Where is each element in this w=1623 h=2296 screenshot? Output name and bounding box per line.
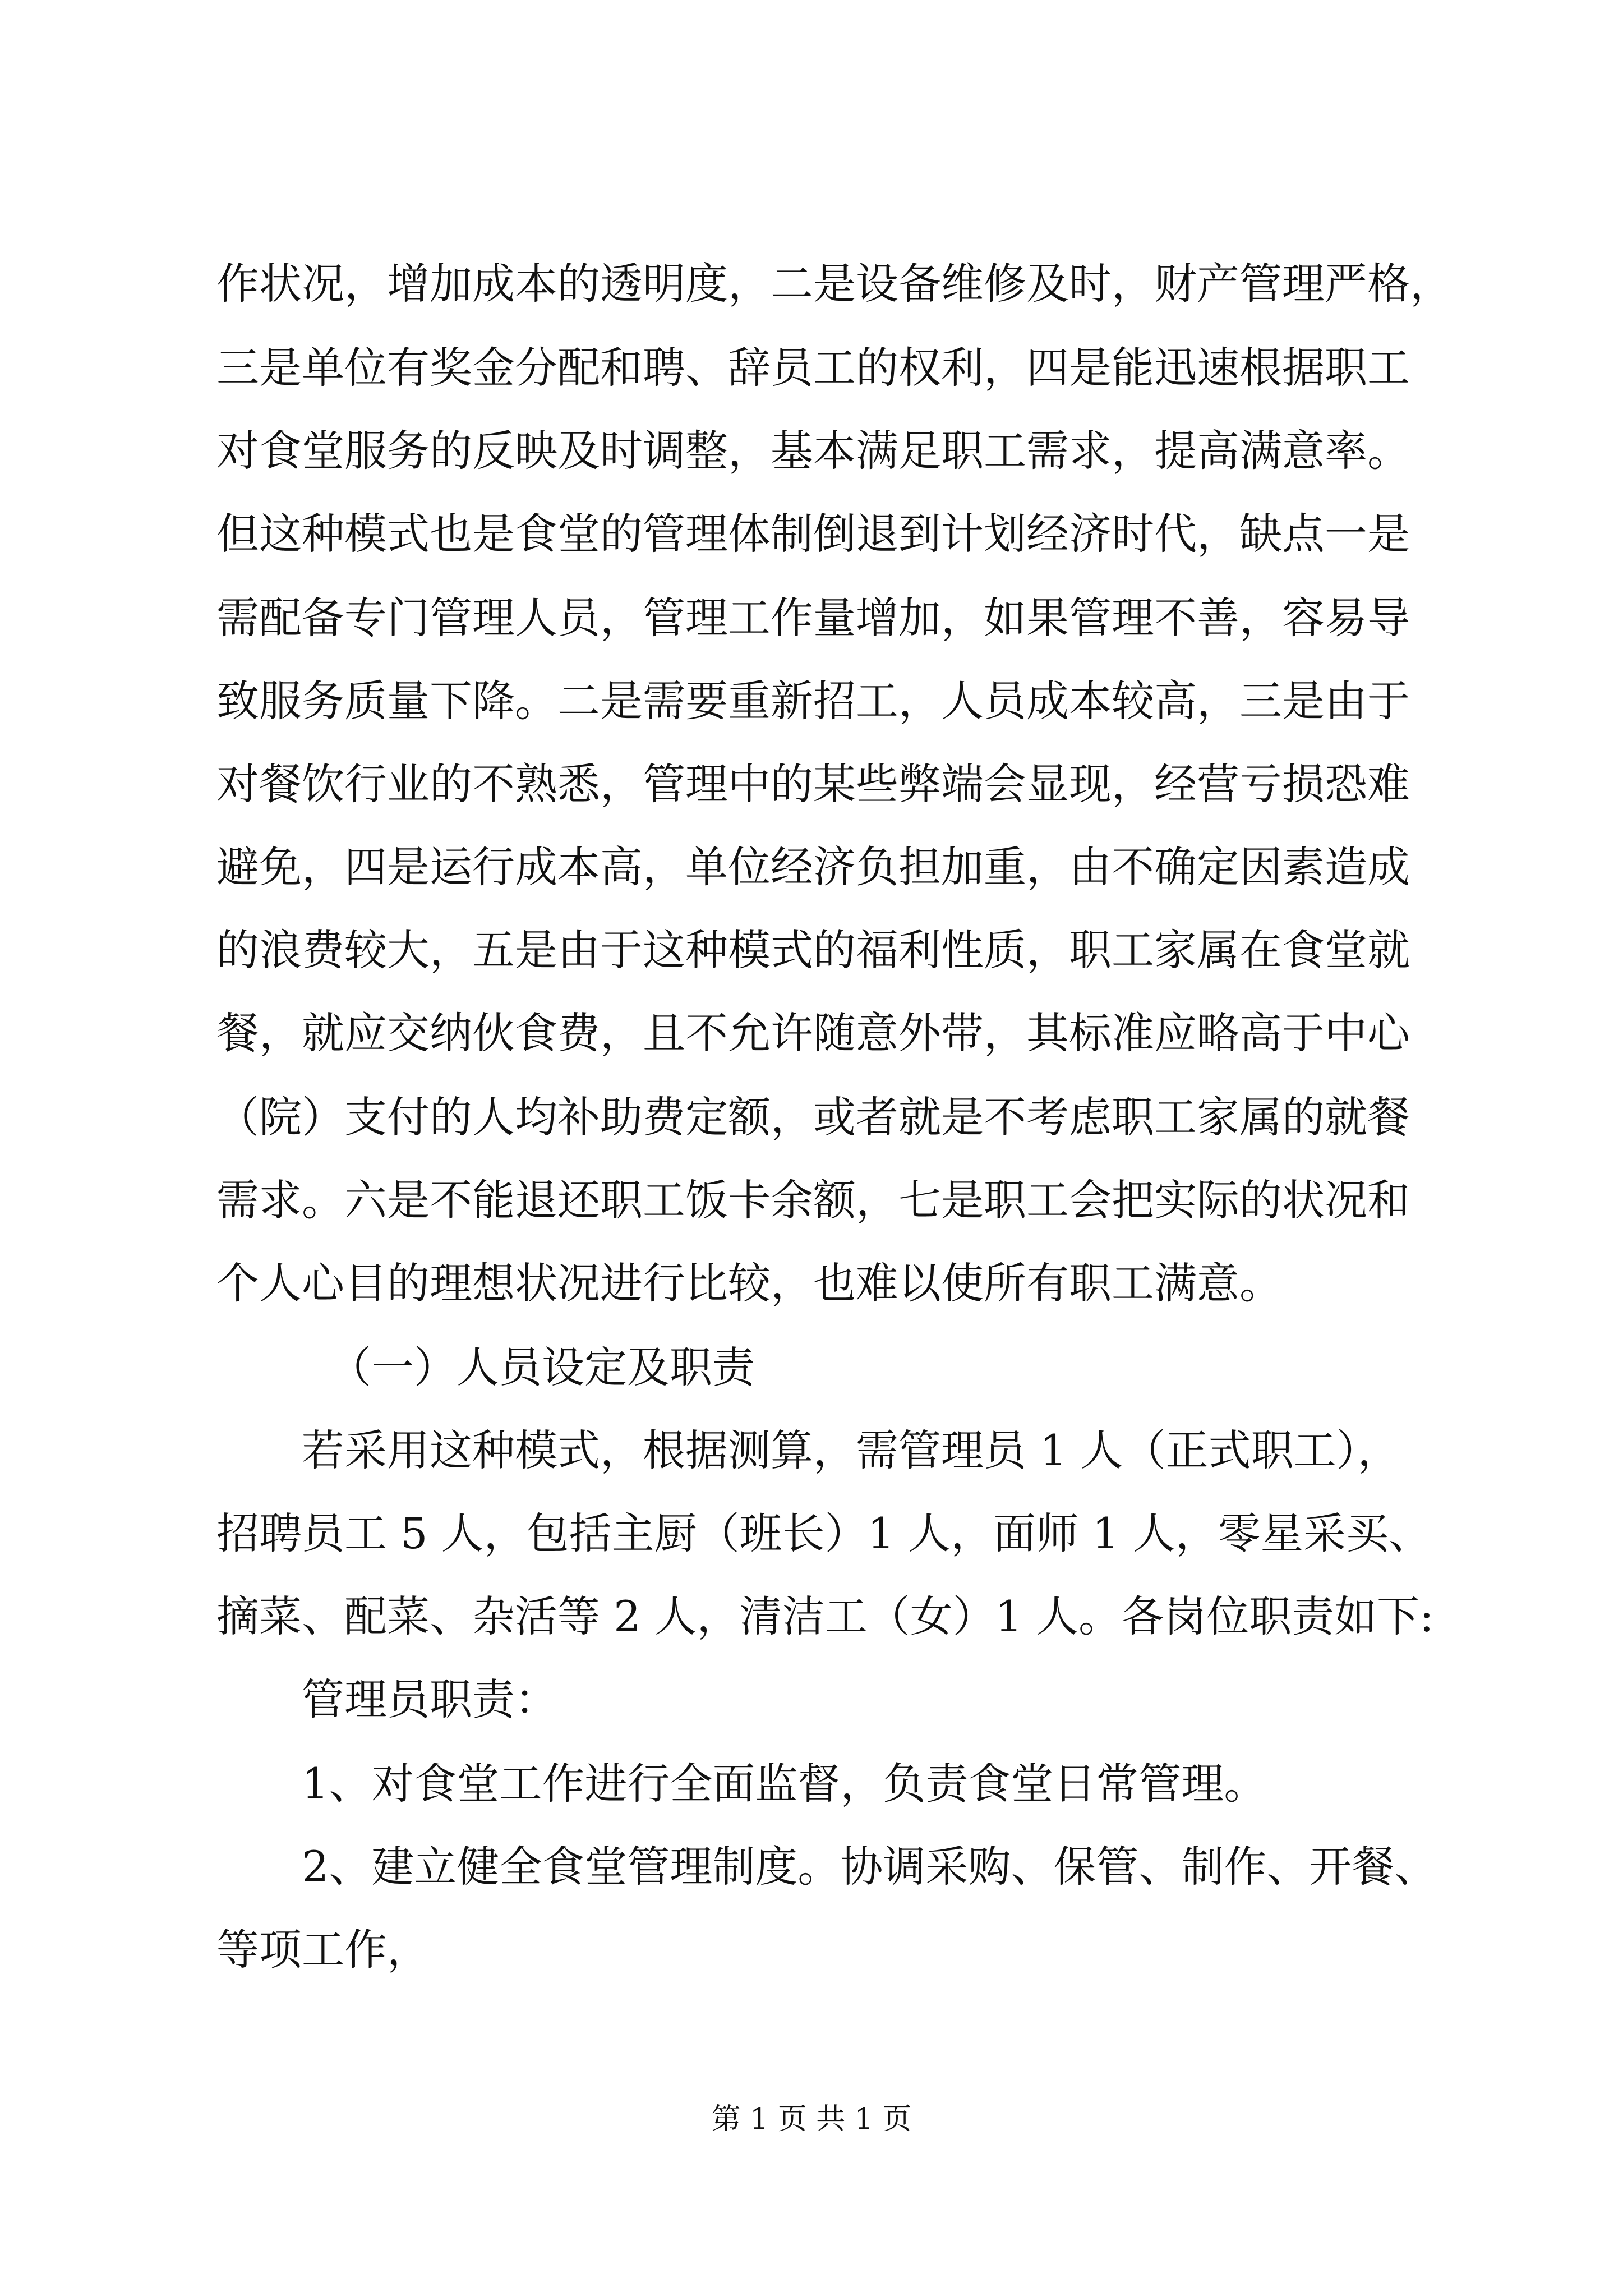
body-line: 作状况，增加成本的透明度，二是设备维修及时，财产管理严格， <box>216 259 1453 309</box>
body-line: 三是单位有奖金分配和聘、辞员工的权利，四是能迅速根据职工 <box>216 343 1410 393</box>
body-line: 摘菜、配菜、杂活等 2 人，清洁工（女）1 人。各岗位职责如下: <box>216 1591 1434 1641</box>
subheading-line: 管理员职责： <box>302 1674 557 1724</box>
body-line: 对餐饮行业的不熟悉，管理中的某些弊端会显现，经营亏损恐难 <box>216 759 1410 809</box>
list-item: 2、建立健全食堂管理制度。协调采购、保管、制作、开餐、 <box>302 1842 1437 1892</box>
body-line: 致服务质量下降。二是需要重新招工，人员成本较高，三是由于 <box>216 676 1410 726</box>
body-line: 等项工作， <box>216 1925 430 1975</box>
page-footer: 第 1 页 共 1 页 <box>711 2102 912 2136</box>
body-line: （院）支付的人均补助费定额，或者就是不考虑职工家属的就餐 <box>216 1092 1410 1142</box>
list-item: 1、对食堂工作进行全面监督，负责食堂日常管理。 <box>302 1759 1267 1809</box>
section-heading: （一）人员设定及职责 <box>329 1342 755 1392</box>
body-line: 的浪费较大，五是由于这种模式的福利性质，职工家属在食堂就 <box>216 925 1410 975</box>
body-line: 需配备专门管理人员，管理工作量增加，如果管理不善，容易导 <box>216 593 1410 643</box>
body-line: 避免，四是运行成本高，单位经济负担加重，由不确定因素造成 <box>216 842 1410 892</box>
body-line: 若采用这种模式，根据测算，需管理员 1 人（正式职工）， <box>302 1425 1400 1475</box>
body-line: 餐，就应交纳伙食费，且不允许随意外带，其标准应略高于中心 <box>216 1008 1410 1058</box>
body-line: 但这种模式也是食堂的管理体制倒退到计划经济时代，缺点一是 <box>216 509 1410 559</box>
body-line: 个人心目的理想状况进行比较，也难以使所有职工满意。 <box>216 1258 1282 1308</box>
body-line: 对食堂服务的反映及时调整，基本满足职工需求，提高满意率。 <box>216 426 1410 476</box>
body-line: 需求。六是不能退还职工饭卡余额，七是职工会把实际的状况和 <box>216 1175 1410 1225</box>
body-line: 招聘员工 5 人，包括主厨（班长）1 人，面师 1 人，零星采买、 <box>216 1508 1431 1558</box>
